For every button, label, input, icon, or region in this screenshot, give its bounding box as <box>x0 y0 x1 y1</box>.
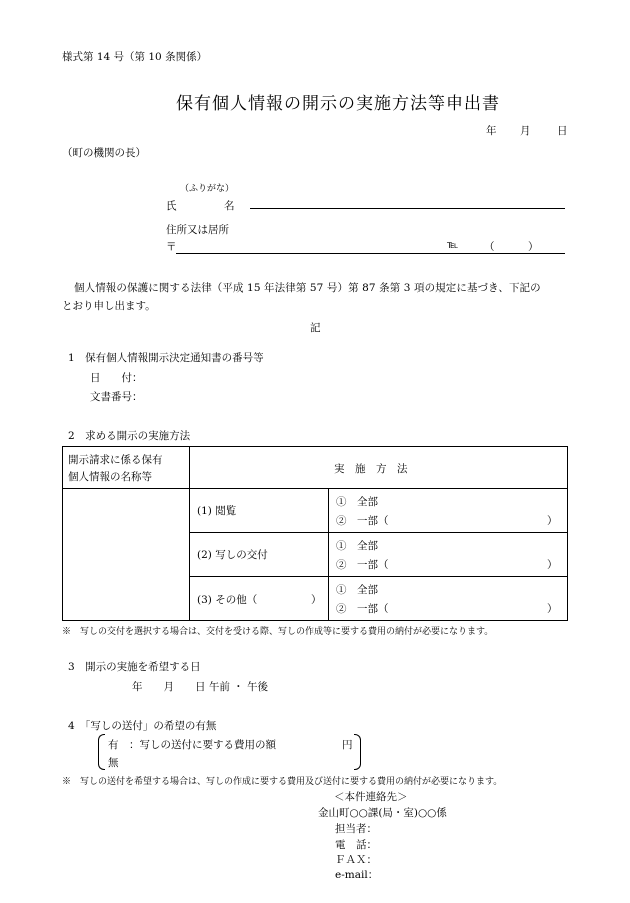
method-row-3-option-part[interactable]: ② 一部（ <box>336 603 389 615</box>
intro-line-2: とおり申し出ます。 <box>62 300 156 312</box>
postal-mark: 〒 <box>166 241 177 253</box>
address-label: 住所又は居所 <box>166 224 229 236</box>
method-row-2-option-all[interactable]: ① 全部 <box>336 540 378 552</box>
method-row-2-label: (2) 写しの交付 <box>197 549 268 561</box>
method-row-2-option-part[interactable]: ② 一部（ <box>336 559 389 571</box>
contact-phone: 電 話： <box>335 839 377 851</box>
contact-heading: ＜本件連絡先＞ <box>334 791 408 803</box>
notice-date-label: 日 付： <box>90 372 143 384</box>
section4-heading: 4 「写しの送付」の希望の有無 <box>68 720 217 732</box>
method-row-3-label: (3) その他（ <box>197 594 258 606</box>
form-number: 様式第 14 号（第 10 条関係） <box>62 51 208 63</box>
method-row-3-option-all[interactable]: ① 全部 <box>336 584 378 596</box>
ki-label: 記 <box>310 322 321 334</box>
tel-mark: ℡ <box>447 239 459 251</box>
method-row-2-close: ） <box>547 559 558 571</box>
method-row-1-option-part[interactable]: ② 一部（ <box>336 515 389 527</box>
addressee: （町の機関の長） <box>62 147 146 159</box>
method-row-1-option-all[interactable]: ① 全部 <box>336 496 378 508</box>
right-brace <box>354 734 361 770</box>
intro-line-1: 個人情報の保護に関する法律（平成 15 年法律第 57 号）第 87 条第 3 項の規定に基づき、下記の <box>74 282 541 294</box>
date-year-label: 年 <box>486 125 497 137</box>
section2-note: ※ 写しの交付を選択する場合は、交付を受ける際、写しの作成等に要する費用の納付が必要になります。 <box>62 627 494 637</box>
tel-paren-close: ） <box>528 241 539 253</box>
table-header-left-2: 個人情報の名称等 <box>68 471 152 483</box>
address-input-line[interactable] <box>176 253 565 254</box>
contact-email: e-mail： <box>335 869 379 881</box>
table-header-right: 実 施 方 法 <box>334 463 408 475</box>
date-day-label: 日 <box>557 125 568 137</box>
contact-dept: 金山町○○課(局・室)○○係 <box>318 807 447 819</box>
notice-docnum-label: 文書番号： <box>90 391 143 403</box>
name-input-line[interactable] <box>250 208 565 209</box>
method-row-3-label-close: ） <box>311 594 322 606</box>
tel-paren-open: （ <box>484 241 495 253</box>
copy-send-yes-option[interactable]: 有 ：写しの送付に要する費用の額 <box>108 739 276 751</box>
contact-fax: ＦＡＸ： <box>335 854 377 866</box>
left-brace <box>98 734 105 770</box>
date-month-label: 月 <box>520 125 531 137</box>
yen-label: 円 <box>342 739 353 751</box>
contact-person: 担当者： <box>335 823 377 835</box>
section4-note: ※ 写しの送付を希望する場合は、写しの作成に要する費用及び送付に要する費用の納付が必要になります。 <box>62 777 503 787</box>
section2-heading: 2 求める開示の実施方法 <box>68 430 191 442</box>
section1-heading: 1 保有個人情報開示決定通知書の番号等 <box>68 352 264 364</box>
page-title: 保有個人情報の開示の実施方法等申出書 <box>176 94 500 114</box>
name-label-2: 名 <box>224 200 235 212</box>
method-row-1-label: (1) 閲覧 <box>197 505 237 517</box>
copy-send-no-option[interactable]: 無 <box>108 757 119 769</box>
name-label-1: 氏 <box>166 200 177 212</box>
desired-date: 年 月 日 午前 ・ 午後 <box>132 681 269 693</box>
section3-heading: 3 開示の実施を希望する日 <box>68 661 201 673</box>
table-header-left-1: 開示請求に係る保有 <box>68 454 163 466</box>
furigana-label: （ふりがな） <box>180 184 235 194</box>
method-row-3-close: ） <box>547 603 558 615</box>
method-row-1-close: ） <box>547 515 558 527</box>
